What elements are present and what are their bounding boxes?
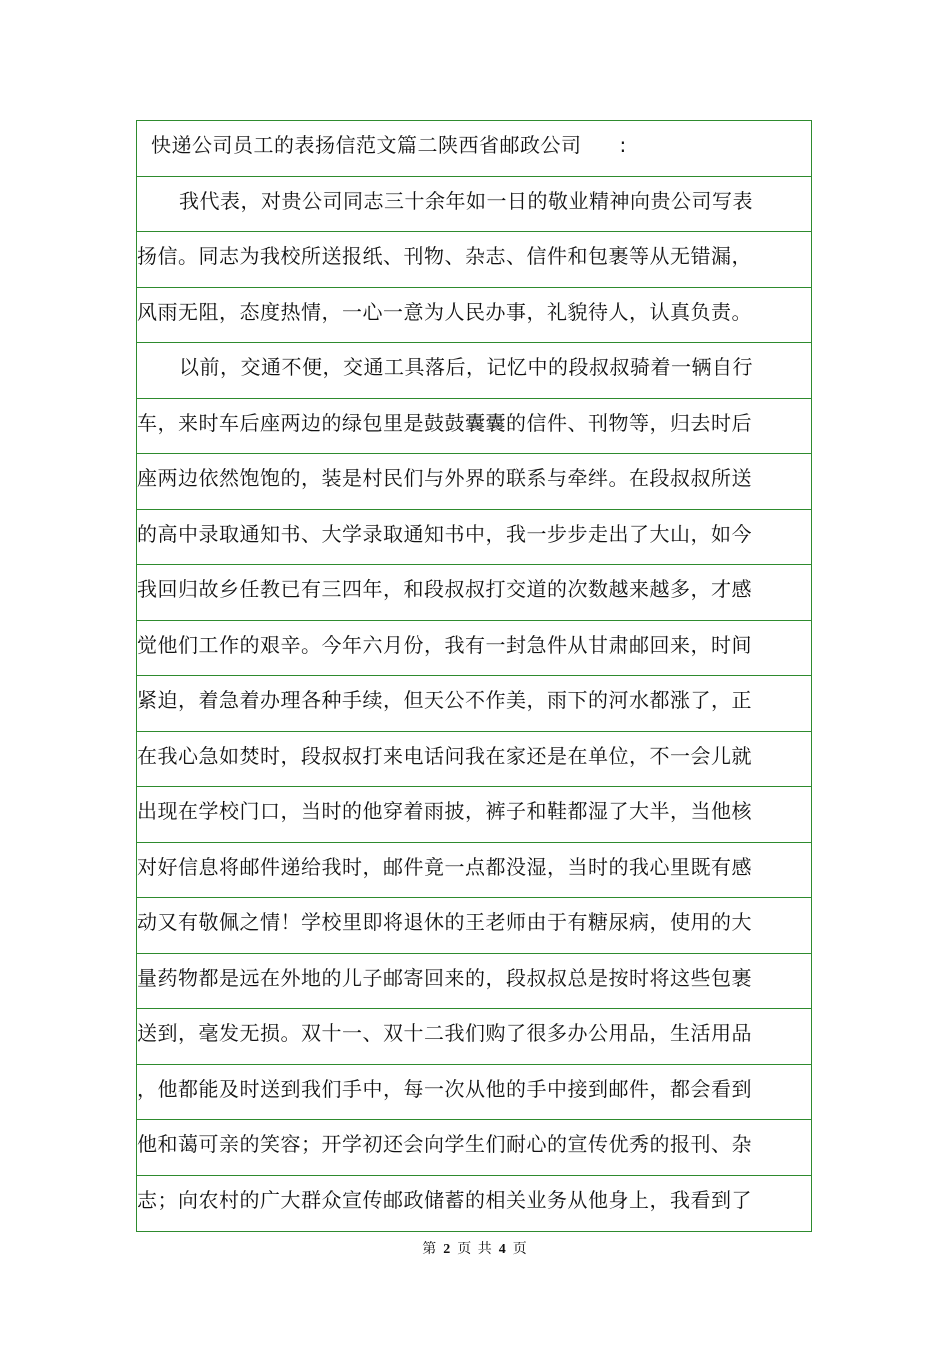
text-line: 座两边依然饱饱的，装是村民们与外界的联系与牵绊。在段叔叔所送 — [137, 454, 811, 510]
text-line: 志；向农村的广大群众宣传邮政储蓄的相关业务从他身上，我看到了 — [137, 1187, 752, 1212]
text-line: 我回归故乡任教已有三四年，和段叔叔打交道的次数越来越多，才感 — [137, 565, 811, 621]
text-line: 风雨无阻，态度热情，一心一意为人民办事，礼貌待人，认真负责。 — [137, 288, 811, 344]
text-line: 的高中录取通知书、大学录取通知书中，我一步步走出了大山，如今 — [137, 510, 811, 566]
text-line: ，他都能及时送到我们手中，每一次从他的手中接到邮件，都会看到 — [137, 1065, 811, 1121]
footer-suffix: 页 — [512, 1241, 528, 1257]
footer-prefix: 第 — [422, 1241, 438, 1257]
text-line: 扬信。同志为我校所送报纸、刊物、杂志、信件和包裹等从无错漏， — [137, 232, 811, 288]
letter-table — [136, 120, 812, 1232]
text-line: 动又有敬佩之情！学校里即将退休的王老师由于有糖尿病，使用的大 — [137, 898, 811, 954]
letter-title-row — [137, 121, 811, 177]
text-line: 以前，交通不便，交通工具落后，记忆中的段叔叔骑着一辆自行 — [137, 343, 811, 399]
text-line: 觉他们工作的艰辛。今年六月份，我有一封急件从甘肃邮回来，时间 — [137, 621, 811, 677]
page-footer — [0, 1238, 950, 1258]
text-line: 紧迫，着急着办理各种手续，但天公不作美，雨下的河水都涨了，正 — [137, 676, 811, 732]
text-line: 送到，毫发无损。双十一、双十二我们购了很多办公用品，生活用品 — [137, 1009, 811, 1065]
text-line: 出现在学校门口，当时的他穿着雨披，裤子和鞋都湿了大半，当他核 — [137, 787, 811, 843]
text-line: 对好信息将邮件递给我时，邮件竟一点都没湿，当时的我心里既有感 — [137, 843, 811, 899]
text-line: 在我心急如焚时，段叔叔打来电话问我在家还是在单位，不一会儿就 — [137, 732, 811, 788]
footer-middle: 页 共 — [457, 1241, 493, 1257]
footer-page-number: 2 — [443, 1242, 452, 1257]
text-line: 量药物都是远在外地的儿子邮寄回来的，段叔叔总是按时将这些包裹 — [137, 954, 811, 1010]
text-line: 他和蔼可亲的笑容；开学初还会向学生们耐心的宣传优秀的报刊、杂 — [137, 1120, 811, 1176]
letter-title-colon: : — [619, 133, 627, 157]
footer-total-pages: 4 — [498, 1242, 507, 1257]
letter-title: 快递公司员工的表扬信范文篇二陕西省邮政公司 — [151, 133, 582, 157]
text-line: 我代表，对贵公司同志三十余年如一日的敬业精神向贵公司写表 — [137, 177, 811, 233]
text-line: 车，来时车后座两边的绿包里是鼓鼓囊囊的信件、刊物等，归去时后 — [137, 399, 811, 455]
